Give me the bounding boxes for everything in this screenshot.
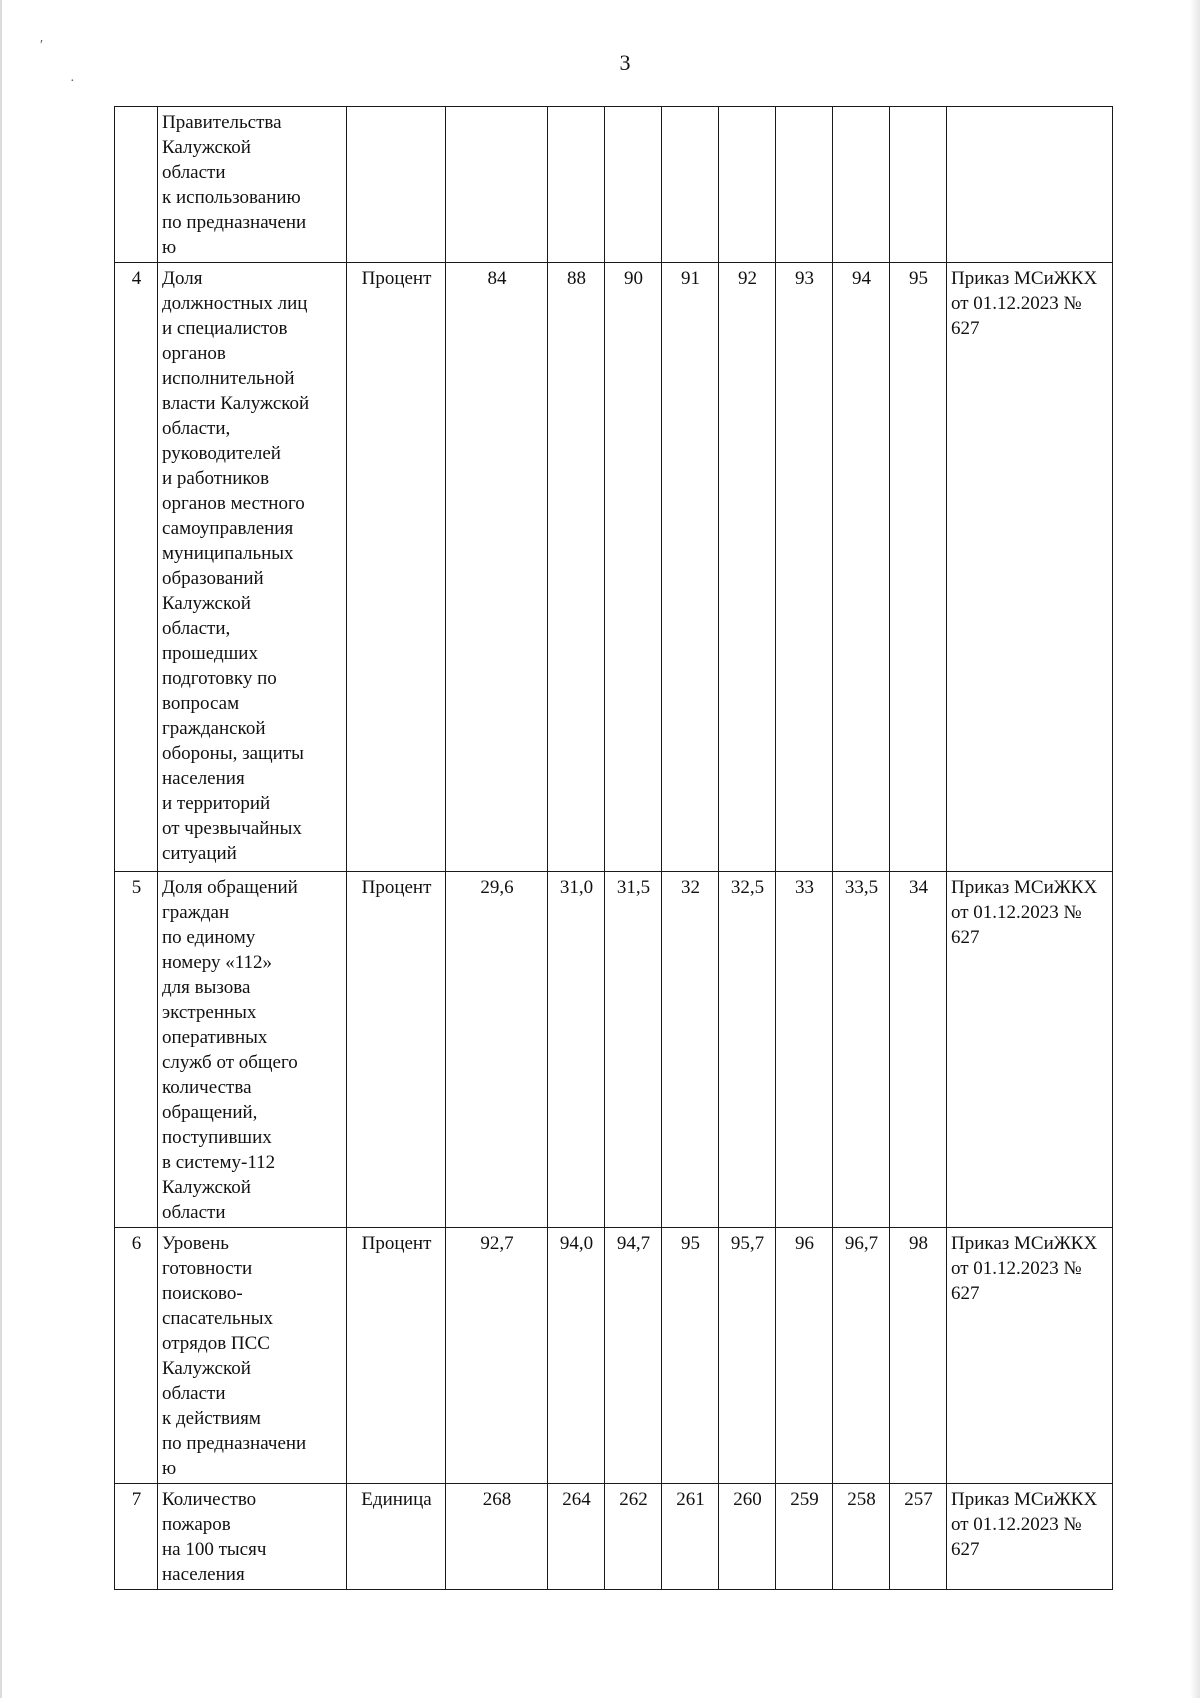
indicator-name: Доля обращений граждан по единому номеру «112» для вызова экстренных оперативных служб от общего количества обращений, поступивших в систему-112 Калужской области [158,872,347,1228]
row-number: 7 [115,1484,158,1590]
value-cell: 96 [776,1228,833,1484]
row-number: 5 [115,872,158,1228]
source-cell [947,107,1113,263]
value-cell: 93 [776,263,833,872]
unit-cell: Единица [347,1484,446,1590]
indicator-name: Правительства Калужской области к использованию по предназначени ю [158,107,347,263]
page-number: 3 [619,50,631,75]
value-cell: 257 [890,1484,947,1590]
value-cell [719,107,776,263]
scan-speck: · [70,74,75,89]
value-cell: 94,7 [605,1228,662,1484]
source-cell: Приказ МСиЖКХ от 01.12.2023 № 627 [947,1228,1113,1484]
value-cell [548,107,605,263]
value-cell: 92,7 [446,1228,548,1484]
value-cell: 94,0 [548,1228,605,1484]
unit-cell: Процент [347,1228,446,1484]
value-cell: 260 [719,1484,776,1590]
scan-right-edge [1190,0,1200,1698]
table-row [115,1484,1113,1590]
value-cell: 95,7 [719,1228,776,1484]
value-cell: 261 [662,1484,719,1590]
value-cell: 91 [662,263,719,872]
indicator-name: Уровень готовности поисково- спасательных отрядов ПСС Калужской области к действиям по предназначени ю [158,1228,347,1484]
indicator-name: Доля должностных лиц и специалистов органов исполнительной власти Калужской области, руководителей и работников органов местного самоуправления муниципальных образований Калужской области, прошедших подготовку по вопросам гражданской обороны, защиты населения и территорий от чрезвычайных ситуаций [158,263,347,872]
value-cell: 31,0 [548,872,605,1228]
row-number [115,107,158,263]
value-cell: 95 [662,1228,719,1484]
value-cell: 259 [776,1484,833,1590]
table-row [115,1228,1113,1484]
value-cell: 34 [890,872,947,1228]
unit-cell: Процент [347,263,446,872]
indicators-table [114,106,1113,1590]
value-cell: 264 [548,1484,605,1590]
value-cell: 95 [890,263,947,872]
value-cell: 33,5 [833,872,890,1228]
table-row [115,872,1113,1228]
value-cell [446,107,548,263]
value-cell: 32 [662,872,719,1228]
value-cell [833,107,890,263]
indicator-name: Количество пожаров на 100 тысяч населения [158,1484,347,1590]
value-cell [662,107,719,263]
row-number: 4 [115,263,158,872]
value-cell: 84 [446,263,548,872]
unit-cell [347,107,446,263]
value-cell: 32,5 [719,872,776,1228]
value-cell: 94 [833,263,890,872]
value-cell [776,107,833,263]
value-cell: 268 [446,1484,548,1590]
table-row [115,107,1113,263]
scan-speck: ′ [40,38,44,53]
value-cell [605,107,662,263]
value-cell: 33 [776,872,833,1228]
value-cell: 262 [605,1484,662,1590]
row-number: 6 [115,1228,158,1484]
value-cell: 90 [605,263,662,872]
value-cell: 31,5 [605,872,662,1228]
scan-left-edge [0,0,2,1698]
value-cell: 258 [833,1484,890,1590]
value-cell: 92 [719,263,776,872]
value-cell [890,107,947,263]
value-cell: 88 [548,263,605,872]
source-cell: Приказ МСиЖКХ от 01.12.2023 № 627 [947,1484,1113,1590]
source-cell: Приказ МСиЖКХ от 01.12.2023 № 627 [947,263,1113,872]
table-row [115,263,1113,872]
source-cell: Приказ МСиЖКХ от 01.12.2023 № 627 [947,872,1113,1228]
unit-cell: Процент [347,872,446,1228]
value-cell: 98 [890,1228,947,1484]
value-cell: 96,7 [833,1228,890,1484]
value-cell: 29,6 [446,872,548,1228]
